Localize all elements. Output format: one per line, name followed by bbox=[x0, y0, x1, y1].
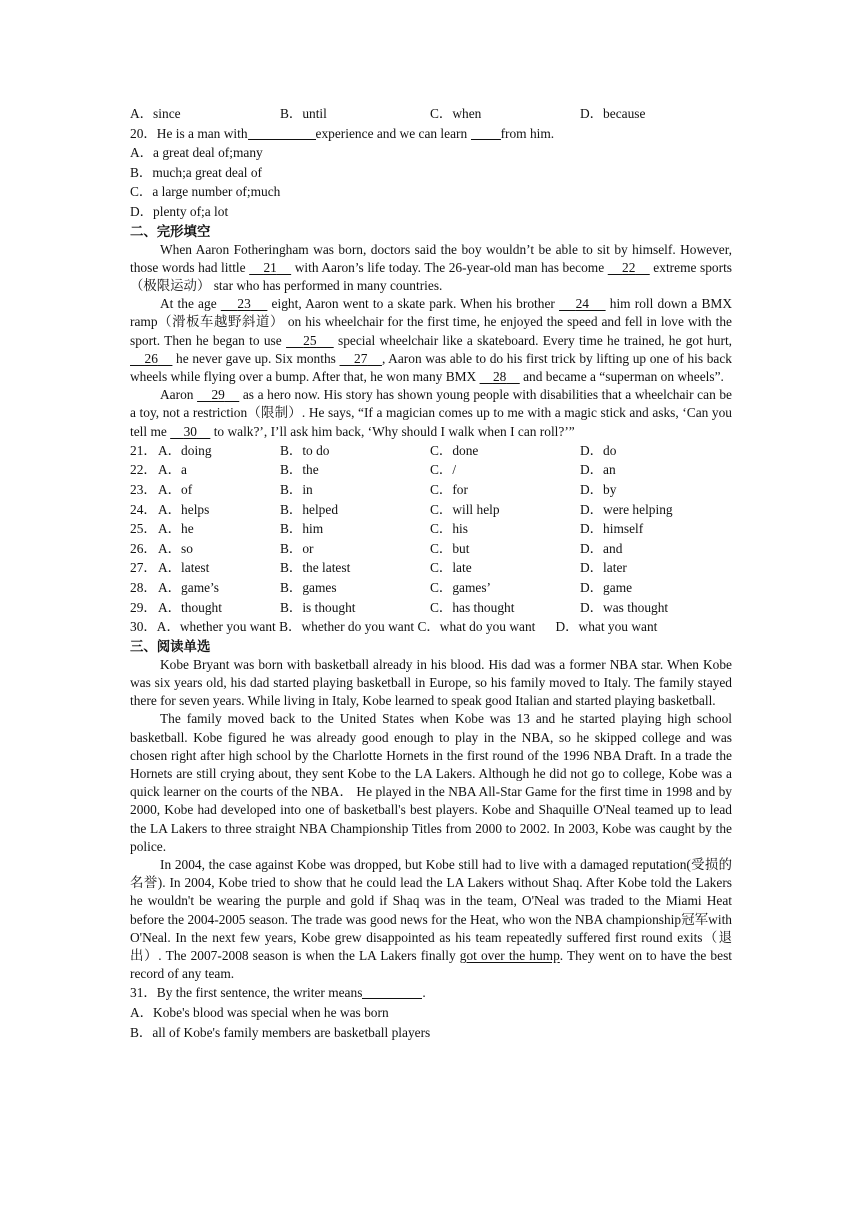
text: as a hero now. His story has shown young people with disabilities that a wheelchair can be a toy, not a restriction（限制）. He says, “If a magician comes up to me with a magic stick and asks, ‘Can you tell me bbox=[130, 387, 732, 439]
question-number: 26． bbox=[130, 540, 157, 556]
text: he never gave up. Six months bbox=[172, 350, 340, 366]
answer-blank bbox=[362, 985, 422, 999]
text: At the age bbox=[160, 296, 221, 312]
question-number: 25． bbox=[130, 521, 157, 537]
q30-options: 30．A．whether you want B．whether do you want C．what do you want D．what you want bbox=[130, 619, 658, 635]
question-number: 28． bbox=[130, 579, 157, 595]
option-d: D．were helping bbox=[580, 501, 673, 517]
cloze-paragraph bbox=[130, 295, 732, 386]
option-b: B．the bbox=[280, 462, 319, 478]
question-options-row bbox=[130, 539, 732, 559]
option-d: D．later bbox=[580, 560, 627, 576]
reading-paragraph: The family moved back to the United States when Kobe was 13 and he started playing high school basketball. Kobe figured he was already good enough to play in the NBA, so he skipped college and was chosen right after high school by the Charlotte Hornets in the first round of the 1996 NBA Draft. In a trade the Hornets are still crying about, they sent Kobe to the LA Lakers. Although he did not go to college, Kobe was a quick learner on the courts of the NBA． He played in the NBA All-Star Game for the first time in 1998 and by 2000, Kobe had developed into one of basketball's best players. Kobe and Shaquille O'Neal teamed up to lead the LA Lakers to three straight NBA Championship Titles from 2000 to 2002. In 2003, Kobe was caught by the police. bbox=[130, 711, 732, 854]
option-c: C．but bbox=[430, 540, 470, 556]
blank-number: 23 bbox=[237, 296, 251, 312]
q19-option-b: B．until bbox=[280, 106, 327, 121]
option-d: D．game bbox=[580, 579, 633, 595]
text: When Aaron Fotheringham was born, doctors said the boy wouldn’t be able to sit by himself. However, those words had little bbox=[130, 241, 732, 275]
q20-option-d: D．plenty of;a lot bbox=[130, 203, 229, 219]
blank-number: 30 bbox=[183, 423, 197, 439]
question-options-row bbox=[130, 441, 732, 461]
q20-stem bbox=[130, 124, 732, 144]
option-c: C．his bbox=[430, 521, 468, 537]
answer-blank bbox=[248, 126, 316, 140]
option-a: A．helps bbox=[158, 501, 210, 517]
option-a: A．so bbox=[158, 540, 193, 556]
text: special wheelchair like a skateboard. Every time he trained, he got hurt, bbox=[333, 332, 733, 348]
text: . They went on to have the best record of any team. bbox=[130, 947, 732, 982]
cloze-blank bbox=[197, 387, 239, 402]
cloze-blank bbox=[170, 424, 210, 439]
question-options-row bbox=[130, 578, 732, 598]
blank-number: 24 bbox=[575, 296, 589, 312]
text: and became a “superman on wheels”. bbox=[519, 368, 724, 384]
q31-option-b: B．all of Kobe's family members are basketball players bbox=[130, 1024, 431, 1040]
q19-option-d: D．because bbox=[580, 106, 646, 121]
text: In 2004, the case against Kobe was dropped, but Kobe still had to live with a damaged reputation(受损的名誉). In 2004, Kobe tried to show that he could lead the LA Lakers without Shaq. After Kobe told the Lakers he wouldn't be wearing the purple and gold if Shaq was in the team, O'Neal was traded to the Miami Heat before the 2004-2005 season. The trade was good news for the Heat, who won the NBA championship冠军with O'Neal. In the next few years, Kobe grew disappointed as his team repeatedly suffered first round exits（退出）. The 2007-2008 season is when the LA Lakers finally bbox=[130, 856, 732, 963]
option-c: C．late bbox=[430, 560, 472, 576]
option-b: B．games bbox=[280, 579, 337, 595]
cloze-blank bbox=[340, 351, 382, 366]
text: eight, Aaron went to a skate park. When his brother bbox=[267, 296, 559, 312]
option-c: C．done bbox=[430, 442, 479, 458]
option-a: A．he bbox=[158, 521, 194, 537]
option-c: C．for bbox=[430, 481, 468, 497]
option-b: B．or bbox=[280, 540, 314, 556]
cloze-paragraph bbox=[130, 241, 732, 296]
option-b: B．helped bbox=[280, 501, 339, 517]
cloze-blank bbox=[249, 260, 291, 275]
cloze-blank bbox=[286, 333, 334, 348]
option-d: D．himself bbox=[580, 521, 644, 537]
option-c: C．will help bbox=[430, 501, 500, 517]
q20-option-c: C．a large number of;much bbox=[130, 184, 281, 200]
question-number: 27． bbox=[130, 560, 157, 576]
cloze-options bbox=[130, 441, 732, 637]
blank-number: 27 bbox=[354, 350, 368, 366]
question-options-row bbox=[130, 558, 732, 578]
text: him roll down a BMX ramp（滑板车越野斜道） on his wheelchair for the first time, he enjoyed the speed and fell in love with the sport. Then he began to use bbox=[130, 296, 733, 348]
q31-stem-text: 31．By the first sentence, the writer means bbox=[130, 985, 363, 1001]
cloze-blank bbox=[559, 296, 606, 311]
option-b: B．the latest bbox=[280, 560, 351, 576]
document-content bbox=[130, 104, 732, 1042]
option-a: A．of bbox=[158, 481, 193, 497]
blank-number: 22 bbox=[622, 259, 636, 275]
question-number: 29． bbox=[130, 599, 157, 615]
q20-stem-part: from him. bbox=[500, 125, 555, 141]
q31-stem-end: . bbox=[422, 985, 426, 1001]
cloze-blank bbox=[221, 296, 268, 311]
blank-number: 26 bbox=[144, 350, 158, 366]
section-heading: 二、完形填空 bbox=[130, 223, 211, 239]
question-options-row bbox=[130, 480, 732, 500]
option-a: A．latest bbox=[158, 560, 210, 576]
reading-paragraph bbox=[130, 856, 732, 983]
option-b: B．to do bbox=[280, 442, 330, 458]
question-number: 24． bbox=[130, 501, 157, 517]
answer-blank bbox=[471, 126, 501, 140]
text: with Aaron’s life today. The 26-year-old man has become bbox=[291, 259, 608, 275]
option-b: B．is thought bbox=[280, 599, 356, 615]
blank-number: 29 bbox=[211, 387, 225, 403]
option-a: A．a bbox=[158, 462, 188, 478]
cloze-blank bbox=[608, 260, 650, 275]
blank-number: 28 bbox=[492, 368, 507, 384]
cloze-paragraph bbox=[130, 386, 732, 441]
option-d: D．by bbox=[580, 481, 617, 497]
option-c: C．/ bbox=[430, 462, 457, 478]
reading-paragraph: Kobe Bryant was born with basketball already in his blood. His dad was a former NBA star. When Kobe was six years old, his dad started playing basketball in Europe, so his family moved to Italy. The family stayed there for seven years. While living in Italy, Kobe learned to speak good Italian and started playing basketball. bbox=[130, 656, 732, 709]
section-heading: 三、阅读单选 bbox=[130, 638, 211, 654]
cloze-blank bbox=[130, 351, 172, 366]
option-a: A．doing bbox=[158, 442, 212, 458]
question-number: 21． bbox=[130, 442, 157, 458]
blank-number: 25 bbox=[303, 332, 317, 348]
option-d: D．was thought bbox=[580, 599, 669, 615]
option-b: B．him bbox=[280, 521, 324, 537]
text: extreme sports（极限运动） star who has performed in many countries. bbox=[130, 259, 732, 293]
q20-option-b: B．much;a great deal of bbox=[130, 164, 262, 180]
option-d: D．do bbox=[580, 442, 617, 458]
option-c: C．has thought bbox=[430, 599, 515, 615]
q20-stem-part: experience and we can learn bbox=[315, 125, 468, 141]
q31-stem bbox=[130, 983, 732, 1003]
question-options-row bbox=[130, 500, 732, 520]
question-options-row bbox=[130, 460, 732, 480]
text: to walk?’, I’ll ask him back, ‘Why should I walk when I can roll?’” bbox=[210, 423, 575, 439]
q19-option-a: A．since bbox=[130, 106, 181, 121]
q31-option-a: A．Kobe's blood was special when he was born bbox=[130, 1004, 389, 1020]
blank-number: 21 bbox=[263, 259, 277, 275]
q19-option-c: C．when bbox=[430, 106, 482, 121]
text: , Aaron was able to do his first trick by lifting up one of his back wheels while flying over a bump. After that, he won many BMX bbox=[130, 350, 733, 384]
option-a: A．game’s bbox=[158, 579, 219, 595]
cloze-blank bbox=[480, 369, 520, 384]
q20-option-a: A．a great deal of;many bbox=[130, 145, 263, 161]
option-c: C．games’ bbox=[430, 579, 491, 595]
q20-stem-part: 20．He is a man with bbox=[130, 125, 248, 141]
q19-options bbox=[130, 104, 732, 124]
option-a: A．thought bbox=[158, 599, 222, 615]
option-b: B．in bbox=[280, 481, 313, 497]
option-d: D．and bbox=[580, 540, 623, 556]
question-number: 23． bbox=[130, 481, 157, 497]
question-options-row bbox=[130, 519, 732, 539]
question-options-row bbox=[130, 598, 732, 618]
question-number: 22． bbox=[130, 462, 157, 478]
underlined-phrase: got over the hump bbox=[459, 947, 560, 963]
option-d: D．an bbox=[580, 462, 616, 478]
text: Aaron bbox=[160, 387, 198, 403]
